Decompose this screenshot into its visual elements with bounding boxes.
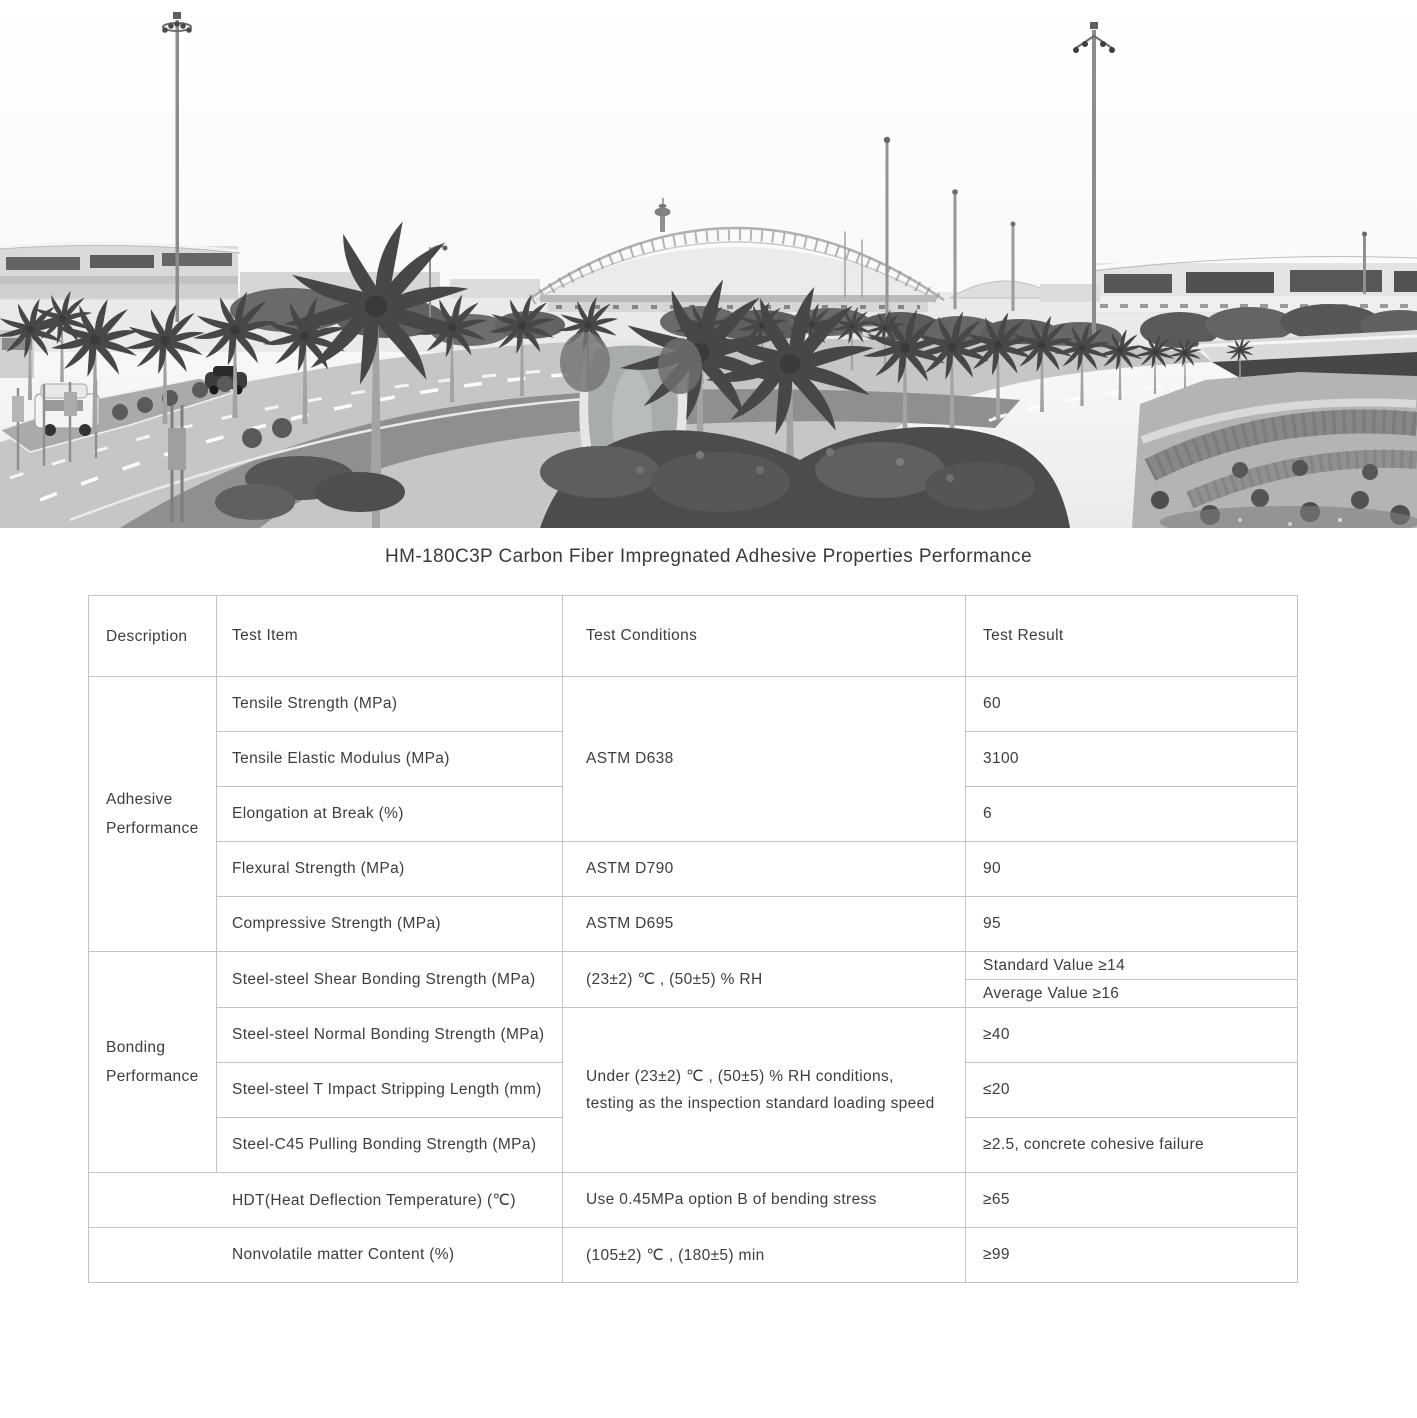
test-item-cell: Tensile Elastic Modulus (MPa) [217,732,563,787]
col-header-test-conditions: Test Conditions [563,596,966,677]
test-conditions-cell: ASTM D638 [563,677,966,842]
test-result-cell: 90 [966,842,1298,897]
conditions-line-1: Under (23±2) ℃ , (50±5) % RH conditions, [586,1068,894,1085]
test-conditions-cell: (105±2) ℃ , (180±5) min [563,1228,966,1283]
standard-value: Standard Value ≥14 [966,952,1297,980]
test-item-cell: Compressive Strength (MPa) [217,897,563,952]
group-adhesive-performance: Adhesive Performance [89,677,217,952]
test-item-cell: Flexural Strength (MPa) [217,842,563,897]
airport-photo-svg [0,0,1417,528]
test-result-cell: 6 [966,787,1298,842]
row-flexural-strength [89,842,1298,897]
test-result-cell: ≥65 [966,1173,1298,1228]
test-conditions-cell: ASTM D790 [563,842,966,897]
test-result-cell: 3100 [966,732,1298,787]
row-compressive-strength [89,897,1298,952]
test-result-cell: ≥2.5, concrete cohesive failure [966,1118,1298,1173]
test-conditions-cell: Use 0.45MPa option B of bending stress [563,1173,966,1228]
test-item-cell: Nonvolatile matter Content (%) [89,1228,563,1283]
test-item-cell: Steel-C45 Pulling Bonding Strength (MPa) [217,1118,563,1173]
group-bonding-performance: Bonding Performance [89,952,217,1173]
test-conditions-cell [563,1008,966,1173]
test-result-split-cell [966,952,1298,1008]
test-item-cell: Steel-steel T Impact Stripping Length (mm) [217,1063,563,1118]
col-header-test-result: Test Result [966,596,1298,677]
properties-table [88,595,1298,1283]
test-item-cell: Tensile Strength (MPa) [217,677,563,732]
test-result-cell: ≤20 [966,1063,1298,1118]
row-normal-bonding-strength [89,1008,1298,1063]
row-nonvolatile-matter-content [89,1228,1298,1283]
test-conditions-cell: (23±2) ℃ , (50±5) % RH [563,952,966,1008]
col-header-description: Description [89,596,217,677]
test-result-cell: ≥40 [966,1008,1298,1063]
right-garden [1132,372,1417,528]
table-header-row [89,596,1298,677]
test-result-cell: ≥99 [966,1228,1298,1283]
conditions-line-2: testing as the inspection standard loading speed [586,1095,935,1112]
left-terminal-building [0,243,240,300]
test-conditions-cell: ASTM D695 [563,897,966,952]
test-result-cell: 60 [966,677,1298,732]
test-item-cell: Steel-steel Normal Bonding Strength (MPa) [217,1008,563,1063]
row-hdt [89,1173,1298,1228]
average-value: Average Value ≥16 [983,984,1120,1002]
row-tensile-strength [89,677,1298,732]
test-item-cell: HDT(Heat Deflection Temperature) (℃) [89,1173,563,1228]
col-header-test-item: Test Item [217,596,563,677]
test-result-cell: 95 [966,897,1298,952]
row-shear-bonding-strength [89,952,1298,1008]
page-title: HM-180C3P Carbon Fiber Impregnated Adhesive Properties Performance [384,546,1033,567]
airport-photo [0,0,1417,528]
test-item-cell: Steel-steel Shear Bonding Strength (MPa) [217,952,563,1008]
test-item-cell: Elongation at Break (%) [217,787,563,842]
